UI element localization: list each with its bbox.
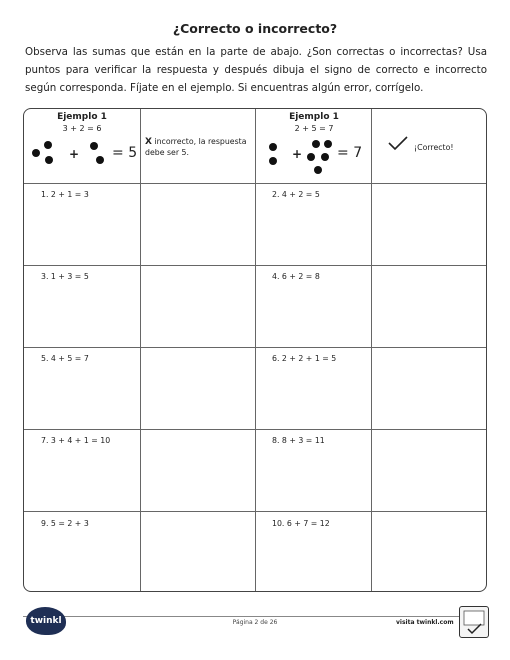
problem-item: 8. 8 + 3 = 11 — [272, 436, 325, 445]
problem-item: 6. 2 + 2 + 1 = 5 — [272, 354, 337, 363]
counting-dot — [324, 140, 332, 148]
row-divider — [24, 429, 486, 430]
problem-item: 3. 1 + 3 = 5 — [41, 272, 89, 281]
page-title: ¿Correcto o incorrecto? — [172, 21, 338, 36]
counting-dot — [96, 156, 104, 164]
row-divider — [24, 511, 486, 512]
twinkl-logo: twinkl — [26, 607, 66, 635]
equals-result: = 5 — [112, 145, 138, 161]
counting-dot — [45, 156, 53, 164]
counting-dot — [32, 149, 40, 157]
example-feedback: X incorrecto, la respuesta debe ser 5. — [145, 137, 247, 157]
counting-dot — [269, 143, 277, 151]
counting-dot — [44, 141, 52, 149]
worksheet-grid — [23, 108, 487, 592]
row-divider — [24, 347, 486, 348]
example-heading: Ejemplo 1 — [57, 112, 107, 122]
row-divider — [24, 265, 486, 266]
plus-sign: + — [292, 147, 303, 161]
problem-item: 2. 4 + 2 = 5 — [272, 190, 320, 199]
website-link[interactable]: visita twinkl.com — [396, 619, 454, 626]
counting-dot — [269, 157, 277, 165]
quality-badge-icon — [459, 606, 489, 638]
problem-item: 5. 4 + 5 = 7 — [41, 354, 89, 363]
counting-dot — [90, 142, 98, 150]
counting-dot — [312, 140, 320, 148]
equals-result: = 7 — [337, 145, 363, 161]
correct-feedback: ¡Correcto! — [414, 143, 454, 152]
counting-dot — [321, 153, 329, 161]
example-sum: 3 + 2 = 6 — [62, 124, 102, 133]
instructions: Observa las sumas que están en la parte de abajo. ¿Son correctas o incorrectas? Usa puntos para verificar la respuesta y después dibuja el signo de correcto e incorrecto según corresponda. Fíjate en el ejemplo. Si encuentras algún error, corrígelo. — [25, 46, 487, 94]
page-number: Página 2 de 26 — [232, 619, 278, 626]
column-divider — [140, 109, 141, 591]
column-divider — [371, 109, 372, 591]
problem-item: 4. 6 + 2 = 8 — [272, 272, 320, 281]
cross-mark: X — [145, 137, 152, 147]
counting-dot — [307, 153, 315, 161]
plus-sign: + — [69, 147, 80, 161]
example-sum: 2 + 5 = 7 — [294, 124, 334, 133]
problem-item: 7. 3 + 4 + 1 = 10 — [41, 436, 111, 445]
problem-item: 9. 5 = 2 + 3 — [41, 519, 89, 528]
problem-item: 1. 2 + 1 = 3 — [41, 190, 89, 199]
column-divider — [255, 109, 256, 591]
counting-dot — [314, 166, 322, 174]
footer-divider — [23, 616, 487, 617]
problem-item: 10. 6 + 7 = 12 — [272, 519, 330, 528]
check-mark-icon — [387, 135, 409, 151]
row-divider — [24, 183, 486, 184]
example-heading: Ejemplo 1 — [289, 112, 339, 122]
